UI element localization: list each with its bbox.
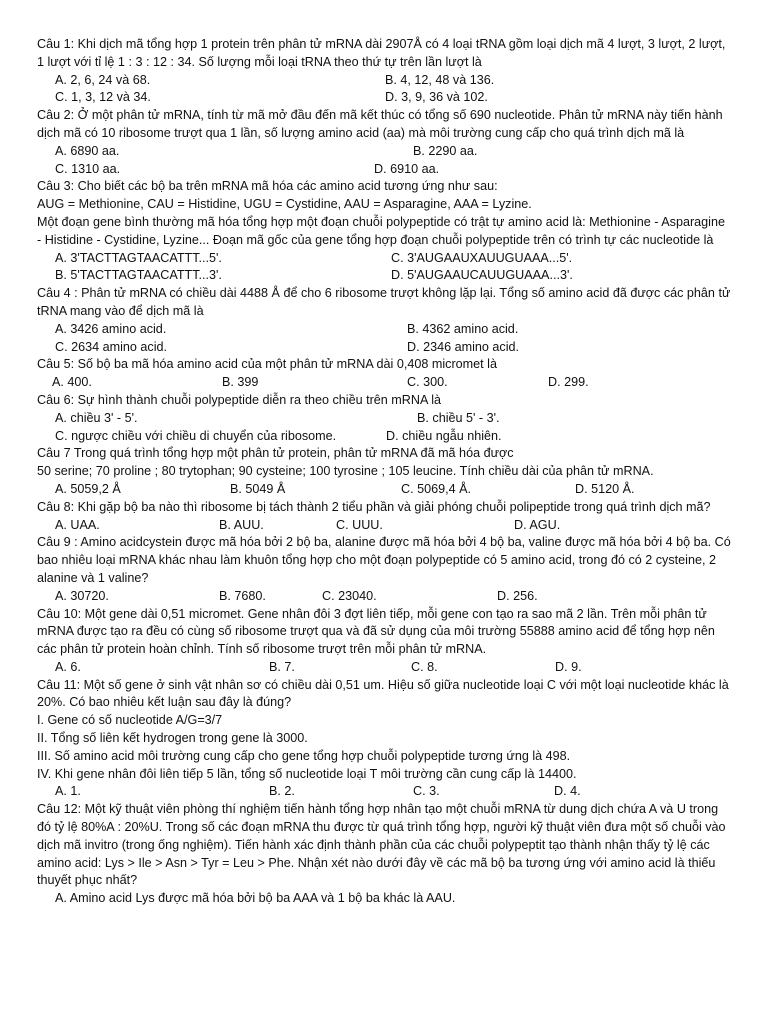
- question-10-option-c: C. 8.: [411, 659, 438, 674]
- question-4-option-b: B. 4362 amino acid.: [407, 321, 519, 336]
- question-9-option-a: A. 30720.: [55, 588, 109, 603]
- question-4-option-a: A. 3426 amino acid.: [55, 321, 167, 336]
- question-8-options: [37, 517, 732, 535]
- question-11-stem: Câu 11: Một số gene ở sinh vật nhân sơ có chiều dài 0,51 um. Hiệu số giữa nucleotide loại C với một loại nucleotide khác là 20%. Có bao nhiêu kết luận sau đây là đúng?: [37, 677, 729, 710]
- question-8-option-d: D. AGU.: [514, 517, 561, 532]
- question-10-options: [37, 659, 732, 677]
- question-6-option-d: D. chiều ngẫu nhiên.: [386, 428, 502, 443]
- question-3-body: Một đoạn gene bình thường mã hóa tổng hợp một đoạn chuỗi polypeptide có trật tự amino acid là: Methionine - Asparagine - Histidine - Cystidine, Lyzine... Đoạn mã gốc của gene tổng hợp đoạn chuỗi polypeptide trên có trình tự các nucleotide là: [37, 214, 725, 247]
- question-5-stem: Câu 5: Số bộ ba mã hóa amino acid của một phân tử mRNA dài 0,408 micromet là: [37, 357, 497, 372]
- question-4-options-row-1: [37, 321, 732, 339]
- question-2-option-c: C. 1310 aa.: [55, 161, 121, 176]
- question-3-options-row-1: [37, 250, 732, 268]
- question-7-option-b: B. 5049 Å: [230, 481, 286, 496]
- question-4-option-c: C. 2634 amino acid.: [55, 339, 168, 354]
- question-11-statement-3: III. Số amino acid môi trường cung cấp cho gene tổng hợp chuỗi polypeptide tương ứng là 498.: [37, 748, 571, 763]
- question-6-options-row-2: [37, 428, 732, 446]
- question-12-stem: Câu 12: Một kỹ thuật viên phòng thí nghiệm tiến hành tổng hợp nhân tạo một chuỗi mRNA từ dung dịch chứa A và U trong đó tỷ lệ 80%A : 20%U. Trong số các đoạn mRNA thu được từ quá trình tổng hợp, người kỹ thuật viên đưa một số chuỗi vào dịch mã invitro (trong ống nghiệm). Tiến hành xác định thành phần của các chuỗi polypeptit tạo thành nhận thấy tỷ lệ các amino acid: Lys > Ile > Asn > Tyr = Leu > Phe. Nhận xét nào dưới đây về các mã bộ ba tương ứng với amino acid là thiếu thuyết phục nhất?: [37, 802, 726, 888]
- question-9-options: [37, 588, 732, 606]
- question-1-option-a: A. 2, 6, 24 và 68.: [55, 72, 151, 87]
- question-7-stem-continued: 50 serine; 70 proline ; 80 trytophan; 90 cysteine; 100 tyrosine ; 105 leucine. Tính chiều dài của phân tử mRNA.: [37, 464, 654, 479]
- question-8-option-b: B. AUU.: [219, 517, 264, 532]
- question-9-option-d: D. 256.: [497, 588, 538, 603]
- question-3-option-c: C. 3'AUGAAUXAUUGUAAA...5'.: [391, 250, 573, 265]
- question-2-options-row-1: [37, 143, 732, 161]
- question-5-option-c: C. 300.: [407, 375, 448, 390]
- question-11-option-c: C. 3.: [413, 784, 440, 799]
- question-8-option-c: C. UUU.: [336, 517, 383, 532]
- question-10-option-b: B. 7.: [269, 659, 295, 674]
- question-9-stem: Câu 9 : Amino acidcystein được mã hóa bởi 2 bộ ba, alanine được mã hóa bởi 4 bộ ba, valine được mã hóa bởi 4 bộ ba. Có bao nhiêu loại mRNA khác nhau làm khuôn tổng hợp cho một đoạn polypeptide có 5 amino acid, trong đó có 2 cysteine, 2 alanine và 1 valine?: [37, 535, 731, 585]
- question-4-option-d: D. 2346 amino acid.: [407, 339, 520, 354]
- question-9-option-b: B. 7680.: [219, 588, 266, 603]
- question-2-option-a: A. 6890 aa.: [55, 143, 120, 158]
- question-4-options-row-2: [37, 339, 732, 357]
- question-6-option-a: A. chiều 3' - 5'.: [55, 410, 138, 425]
- question-11-statement-2: II. Tổng số liên kết hydrogen trong gene là 3000.: [37, 731, 308, 746]
- question-6-option-b: B. chiều 5' - 3'.: [417, 410, 500, 425]
- question-7-option-d: D. 5120 Å.: [575, 481, 635, 496]
- question-11-option-d: D. 4.: [554, 784, 581, 799]
- question-12-option-a: A. Amino acid Lys được mã hóa bởi bộ ba AAA và 1 bộ ba khác là AAU.: [55, 891, 456, 906]
- question-3-option-d: D. 5'AUGAAUCAUUGUAAA...3'.: [391, 268, 573, 283]
- question-1-options-row-1: [37, 72, 732, 90]
- question-7-options: [37, 481, 732, 499]
- question-5-option-d: D. 299.: [548, 375, 589, 390]
- question-9-option-c: C. 23040.: [322, 588, 377, 603]
- question-1-stem: Câu 1: Khi dịch mã tổng hợp 1 protein trên phân tử mRNA dài 2907Å có 4 loại tRNA gồm loại dịch mã 4 lượt, 3 lượt, 2 lượt, 1 lượt với tỉ lệ 1 : 3 : 12 : 34. Số lượng mỗi loại tRNA theo thứ tự trên lần lượt là: [37, 37, 726, 69]
- question-4-stem: Câu 4 : Phân tử mRNA có chiều dài 4488 Å để cho 6 ribosome trượt không lặp lại. Tổng số amino acid đã được các phân tử tRNA mang vào để dịch mã là: [37, 286, 731, 318]
- question-11-option-a: A. 1.: [55, 784, 81, 799]
- question-6-options-row-1: [37, 410, 732, 428]
- question-11-options: [37, 783, 732, 801]
- question-7-option-c: C. 5069,4 Å.: [401, 481, 472, 496]
- question-1-option-b: B. 4, 12, 48 và 136.: [385, 72, 495, 87]
- question-2-option-b: B. 2290 aa.: [413, 143, 478, 158]
- question-11-option-b: B. 2.: [269, 784, 295, 799]
- question-6-stem: Câu 6: Sự hình thành chuỗi polypeptide diễn ra theo chiều trên mRNA là: [37, 392, 441, 407]
- question-7-option-a: A. 5059,2 Å: [55, 481, 121, 496]
- question-1-option-c: C. 1, 3, 12 và 34.: [55, 90, 151, 105]
- question-10-option-d: D. 9.: [555, 659, 582, 674]
- question-7-stem: Câu 7 Trong quá trình tổng hợp một phân tử protein, phân tử mRNA đã mã hóa được: [37, 446, 514, 461]
- question-11-statement-1: I. Gene có số nucleotide A/G=3/7: [37, 713, 223, 728]
- question-8-stem: Câu 8: Khi gặp bộ ba nào thì ribosome bị tách thành 2 tiểu phần và giải phóng chuỗi polipeptide trong quá trình dịch mã?: [37, 499, 711, 514]
- question-5-option-a: A. 400.: [52, 375, 92, 390]
- question-3-codon-table: AUG = Methionine, CAU = Histidine, UGU = Cystidine, AAU = Asparagine, AAA = Lyzine.: [37, 197, 532, 212]
- question-2-option-d: D. 6910 aa.: [374, 161, 440, 176]
- question-3-option-a: A. 3'TACTTAGTAACATTT...5'.: [55, 250, 222, 265]
- question-5-option-b: B. 399: [222, 375, 259, 390]
- question-8-option-a: A. UAA.: [55, 517, 100, 532]
- question-3-stem: Câu 3: Cho biết các bộ ba trên mRNA mã hóa các amino acid tương ứng như sau:: [37, 179, 498, 194]
- question-3-option-b: B. 5'TACTTAGTAACATTT...3'.: [55, 268, 222, 283]
- question-2-options-row-2: [37, 161, 732, 179]
- question-2-stem: Câu 2: Ở một phân tử mRNA, tính từ mã mở đầu đến mã kết thúc có tổng số 690 nucleotide. Phân tử mRNA này tiến hành dịch mã có 10 ribosome trượt qua 1 lần, số lượng amino acid (aa) mà môi trường cung cấp cho quá trình dịch mã là: [37, 108, 723, 140]
- question-11-statement-4: IV. Khi gene nhân đôi liên tiếp 5 lần, tổng số nucleotide loại T môi trường cần cung cấp là 14400.: [37, 766, 577, 781]
- question-1-options-row-2: [37, 89, 732, 107]
- worksheet-content: [37, 36, 732, 908]
- question-12-options: [37, 890, 732, 908]
- question-5-options: [37, 374, 732, 392]
- question-3-options-row-2: [37, 267, 732, 285]
- question-10-stem: Câu 10: Một gene dài 0,51 micromet. Gene nhân đôi 3 đợt liên tiếp, mỗi gene con tạo ra sao mã 2 lần. Trên mỗi phân tử mRNA được tạo ra đều có cùng số ribosome trượt qua và đã sử dụng của môi trường 55888 amino acid để tổng hợp nên các phân tử protein hoàn chỉnh. Tính số ribosome trượt trên mỗi phân tử mRNA.: [37, 606, 715, 657]
- question-10-option-a: A. 6.: [55, 659, 81, 674]
- question-6-option-c: C. ngược chiều với chiều di chuyển của ribosome.: [55, 428, 337, 443]
- question-1-option-d: D. 3, 9, 36 và 102.: [385, 90, 488, 105]
